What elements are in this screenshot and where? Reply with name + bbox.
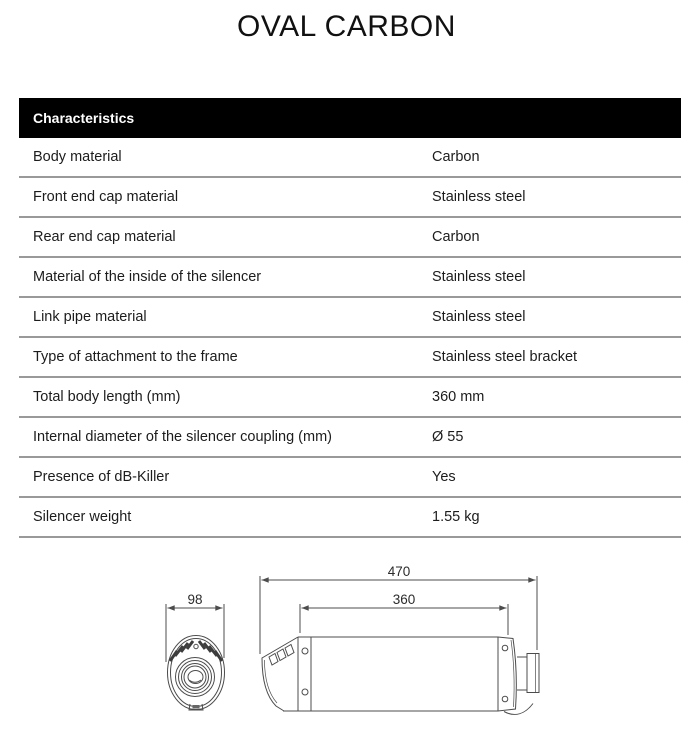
rivet: [502, 696, 508, 702]
row-value: 360 mm: [432, 389, 485, 405]
row-value: Stainless steel: [432, 309, 526, 325]
dimension-body-length: [300, 604, 508, 635]
row-label: Type of attachment to the frame: [33, 349, 238, 365]
dimension-overall-length: [260, 576, 537, 654]
row-label: Internal diameter of the silencer coupling (mm): [33, 429, 332, 445]
rivet: [502, 645, 508, 651]
dimension-overall-length-label: 470: [387, 564, 411, 579]
row-value: Ø 55: [432, 429, 464, 445]
bracket-hook: [504, 704, 533, 715]
table-row: [19, 178, 681, 218]
row-value: Stainless steel: [432, 189, 526, 205]
row-label: Link pipe material: [33, 309, 147, 325]
rivet: [302, 689, 308, 695]
table-row: [19, 218, 681, 258]
row-label: Total body length (mm): [33, 389, 181, 405]
table-row: [19, 458, 681, 498]
dimension-end-width-label: 98: [187, 592, 203, 607]
rivet: [302, 648, 308, 654]
row-label: Front end cap material: [33, 189, 179, 205]
technical-drawing: [0, 545, 693, 739]
table-header: Characteristics: [19, 98, 681, 138]
table-row: [19, 258, 681, 298]
outlet-pipe: [517, 654, 539, 693]
row-value: Carbon: [432, 229, 480, 245]
row-label: Silencer weight: [33, 509, 132, 525]
row-label: Rear end cap material: [33, 229, 176, 245]
page-title: OVAL CARBON: [237, 10, 456, 43]
table-row: [19, 378, 681, 418]
table-row: [19, 138, 681, 178]
row-value: 1.55 kg: [432, 509, 480, 525]
silencer-end-view: [168, 636, 225, 711]
table-row: [19, 418, 681, 458]
row-value: Yes: [432, 469, 456, 485]
characteristics-table: [19, 98, 681, 538]
table-row: [19, 298, 681, 338]
dimension-body-length-label: 360: [392, 592, 416, 607]
row-label: Body material: [33, 149, 122, 165]
row-label: Presence of dB-Killer: [33, 469, 170, 485]
silencer-side-view: [262, 637, 539, 714]
table-row: [19, 338, 681, 378]
row-value: Stainless steel: [432, 269, 526, 285]
row-value: Stainless steel bracket: [432, 349, 578, 365]
row-label: Material of the inside of the silencer: [33, 269, 262, 285]
front-cap-vents: [269, 645, 294, 666]
row-value: Carbon: [432, 149, 480, 165]
table-row: [19, 498, 681, 538]
